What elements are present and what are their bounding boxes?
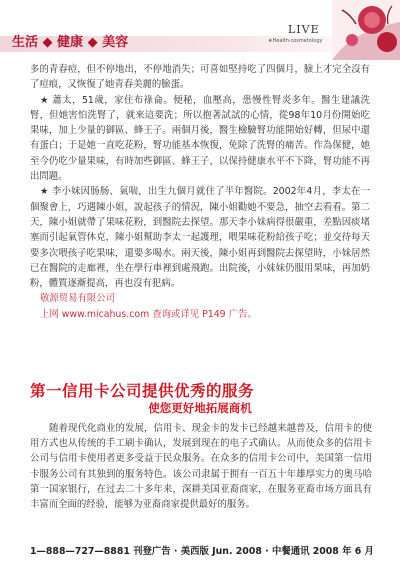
article-paragraph: 多的青春痘，但不停地出，不停地消失；可喜如堅持吃了四個月，臉上才完全沒有了痘痕，又恢復了她青春美麗的臉蛋。 (30, 64, 370, 91)
ad-subtitle: 使您更好地拓展商机 (148, 401, 252, 415)
contact-line[interactable]: 上网 www.micahus.com 查询或详见 P149 广告。 (40, 308, 257, 320)
page-header (0, 0, 400, 60)
article-paragraph: ★ 李小妹因肠肠、氣喘，出生九個月就住了半年醫院。2002年4月，李太在一個聚會上，巧遇陳小姐，說起孩子的情況，陳小姐勸她不要急，抽空去看看。第二天，陳小姐就帶了果味花粉，到醫院去探望。那天李小妹病得很嚴重，差點因痰堵塞而引起氣管休克，陳小姐幫助李太一起護理，喂果味花粉給孩子吃；並交待每天要多次喂孩子吃果味，還要多喝水。兩天後，陳小姐再到醫院去探望時，小妹居然已在醫院的走廊裡，坐在學行車裡到處飛跑。出院後，小妹妹仍服用果味，再加奶粉，體質逐漸提高，再也沒有犯病。 (30, 186, 370, 290)
ad-paragraph: 随着现代化商业的发展，信用卡、现金卡的发卡已经越来越普及，信用卡的使用方式也从传统的手工刷卡确认，发展到现在的电子式确认。从而使众多的信用卡公司与信用卡使用者更多受益于民众服务。在众多的信用卡公司中，美国第一信用卡服务公司有其独到的服务特色。该公司隶属于拥有一百五十年雄厚实力的奥马哈第一国家银行，在过去二十多年来，深耕美国亚裔商家，在服务亚裔市场方面具有丰富而全面的经验，能够为亚裔商家提供最好的服务。 (30, 423, 372, 511)
company-name: 敬源贸易有限公司 (40, 293, 116, 305)
page-footer: 1—888—727—8881 刊登广告 · 美西版 Jun. 2008 · 中餐通讯 2008 年 6 月 (30, 546, 374, 557)
live-label: LIVE (288, 23, 320, 36)
live-subtitle: ★Health·cosmetology (268, 38, 323, 44)
article-paragraph: ★ 蕭太，51歲，家住布祿侖。便秘，血壓高，患慢性腎炎多年。醫生建議洗腎，但她害怕洗腎了，就來這要洗；所以抱著試試的心情，從98年10月份開始吃果味，加上少量的御區、蜂王子。兩個月後，醫生檢驗腎功能開始好轉，但尿中還有蛋白；于是她一直吃花粉，腎功能基本恢復，免除了洗腎的痛苦。作為保健，她至今仍吃少量果味，有時加些御區、蜂王子，以保持健康水平不下降，腎功能不再出問題。 (30, 94, 370, 183)
header-floral-decoration (332, 0, 400, 60)
section-title: 生活 ◆ 健康 ◆ 美容 (12, 35, 129, 50)
ad-title: 第一信用卡公司提供优秀的服务 (30, 382, 255, 400)
ad-body (30, 421, 372, 512)
testimonial-article (30, 62, 370, 322)
